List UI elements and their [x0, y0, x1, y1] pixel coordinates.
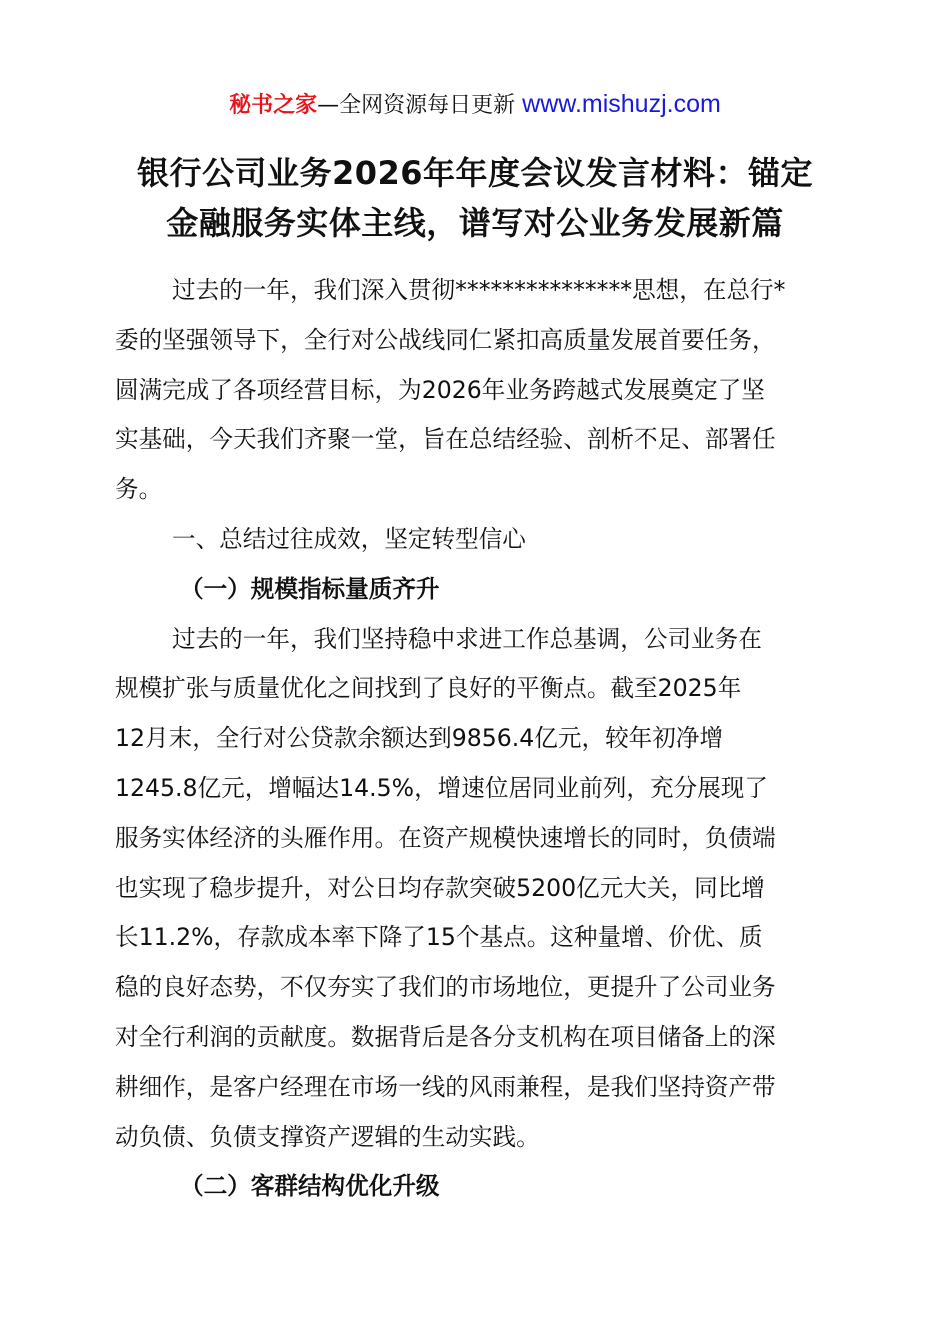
document-title-line-1: 银行公司业务2026年年度会议发言材料：锚定	[136, 154, 814, 192]
text-line: 长11.2%，存款成本率下降了15个基点。这种量增、价优、质	[115, 923, 763, 952]
site-url-link[interactable]: www.mishuzj.com	[522, 90, 721, 118]
text-line: 对全行利润的贡献度。数据背后是各分支机构在项目储备上的深	[115, 1023, 776, 1051]
text-line: 委的坚强领导下，全行对公战线同仁紧扣高质量发展首要任务，	[115, 325, 776, 354]
text-line: 实基础，今天我们齐聚一堂，旨在总结经验、剖析不足、部署任	[115, 425, 776, 454]
text-line: 耕细作，是客户经理在市场一线的风雨兼程，是我们坚持资产带	[115, 1072, 776, 1101]
brand-name: 秘书之家	[229, 93, 318, 118]
section-subheading: （一）规模指标量质齐升	[180, 574, 440, 603]
text-line: 服务实体经济的头雁作用。在资产规模快速增长的同时，负债端	[115, 823, 776, 852]
text-line: 动负债、负债支撑资产逻辑的生动实践。	[115, 1122, 540, 1151]
site-header	[0, 88, 950, 119]
tagline: —全网资源每日更新	[317, 93, 523, 118]
text-line: 过去的一年，我们坚持稳中求进工作总基调，公司业务在	[172, 624, 762, 653]
section-subheading: （二）客群结构优化升级	[180, 1172, 440, 1201]
text-line: 过去的一年，我们深入贯彻***************思想，在总行*	[172, 276, 786, 304]
text-line: 12月末，全行对公贷款余额达到9856.4亿元，较年初净增	[115, 724, 724, 753]
text-line: 圆满完成了各项经营目标，为2026年业务跨越式发展奠定了坚	[115, 375, 765, 404]
document-title-line-2: 金融服务实体主线，谱写对公业务发展新篇	[166, 204, 784, 242]
text-line: 稳的良好态势，不仅夯实了我们的市场地位，更提升了公司业务	[115, 973, 776, 1002]
text-line: 也实现了稳步提升，对公日均存款突破5200亿元大关，同比增	[115, 873, 765, 902]
text-line: 务。	[115, 475, 163, 504]
text-line: 1245.8亿元，增幅达14.5%，增速位居同业前列，充分展现了	[115, 774, 768, 802]
text-line: 一、总结过往成效，坚定转型信心	[172, 525, 526, 553]
text-line: 规模扩张与质量优化之间找到了良好的平衡点。截至2025年	[115, 674, 742, 703]
